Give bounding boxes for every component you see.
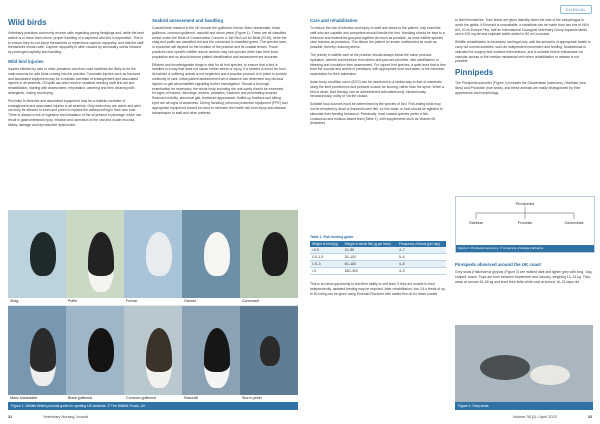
column-3-continued bbox=[310, 282, 446, 408]
heading-injuries: Wild bird injuries bbox=[8, 58, 44, 64]
table-1 bbox=[310, 235, 446, 275]
paragraph: The Pinnipedia suborder (Figure 2) includes the Odobenidae (walruses), Otariidae (sea lions) and Phocidae (true seals), and these animals are easily distinguished by their appearance and morphology. bbox=[455, 81, 586, 95]
manx-shearwater-image bbox=[30, 328, 56, 386]
table-cell: 180–300 bbox=[343, 268, 397, 275]
table-row bbox=[310, 261, 446, 268]
table-cell: 4–5 bbox=[397, 261, 446, 268]
table-cell: >3 bbox=[310, 268, 343, 275]
column-3 bbox=[310, 18, 446, 230]
paragraph: Grey seals (Halichoerus grypus) (Figure 3) are mottled dark and lighter grey with long, 'dog-shaped' noses. Pups are born between September and January, weighing 13–14 kg. They wean at around 40–50 kg and shed their fluffy white coat at around 16–21 days old. bbox=[455, 270, 593, 284]
bird-cell bbox=[182, 306, 240, 402]
table-row bbox=[310, 268, 446, 275]
footer-right bbox=[513, 415, 592, 419]
paragraph: Avian body condition score (BCS) can be monitored in a similar way to that of mammals, using the keel prominence and pectoral muscle for scoring, rather than the spine. When a bird is weak, fluid therapy can be administered subcutaneously, intravenously, intraosseously, orally or via the cloaca. bbox=[310, 79, 445, 99]
article-title: Wild birds bbox=[8, 18, 47, 27]
seal-image bbox=[480, 355, 530, 380]
taxonomy-branch: Phocidae bbox=[517, 221, 533, 225]
paragraph: The priority in wildlife care at the practice should always follow the same protocol: hydration, warmth and freedom from stress and pain are priorities, with stabilisation of bleeding and circulation then assessment. For injured bird species, a quiet area that is free from the sounds and smells of predators, with appropriate food and water, is the minimum expectation for their admission. bbox=[310, 52, 446, 77]
bird-label: Shag bbox=[8, 298, 66, 305]
section-badge: CLINICAL bbox=[560, 5, 592, 14]
page-number: 32 bbox=[8, 415, 13, 419]
figure-2-taxonomy bbox=[455, 196, 595, 253]
table-cell: <0.5 bbox=[310, 247, 343, 254]
figure-2-caption: Figure 2. Pinnipedia taxonomy. © University of Alaska Fairbanks bbox=[456, 245, 594, 252]
bird-cell bbox=[240, 210, 298, 305]
table-cell: 4–7 bbox=[397, 247, 446, 254]
bird-label: Manx shearwater bbox=[8, 395, 66, 402]
table-cell: 1.5–3 bbox=[310, 261, 343, 268]
paragraph: Wildlife rehabilitation is necessary and legal only until the animal is of appropriate health to carry out normal activities, such as independent movement and feeding. Anaesthesia is indicated for surgery and invasive interventions, and is suitable before euthanasia via vascular access or the median metatarsal vein when rehabilitation or release is not possible. bbox=[455, 40, 591, 64]
heading-seabird: Seabird assessment and handling bbox=[152, 18, 224, 23]
table-caption: Table 1. Fish feeding guide bbox=[310, 235, 354, 239]
bird-cell bbox=[66, 306, 124, 402]
bird-cell bbox=[182, 210, 240, 305]
intro-paragraph: Veterinary practices commonly receive calls regarding young fledglings and, while the best advice is to leave them alone, proper handling of a captured wild bird is imperative. This is to ensure they do not injure themselves or experience capture myopathy, and that the staff themselves remain safe. Capture myopathy is often caused by secondary stress induced by prolonged captivity and handling. bbox=[8, 31, 144, 55]
figure-3-seals-photo bbox=[455, 325, 593, 410]
taxonomy-root: Pinnipedia bbox=[515, 201, 535, 206]
heading-pinnipeds: Pinnipeds bbox=[455, 68, 494, 78]
taxonomy-branch: Otariidae bbox=[468, 221, 484, 225]
taxonomy-branch: Odobenidae bbox=[564, 221, 584, 225]
bird-label: Gannet bbox=[182, 298, 240, 305]
column-2 bbox=[152, 18, 288, 206]
table-header: Weight of whole fish (g per feed) bbox=[343, 241, 397, 247]
feeding-table bbox=[310, 241, 446, 275]
table-cell: 4–5 bbox=[397, 268, 446, 275]
storm-petrel-image bbox=[260, 336, 280, 366]
paragraph: To reduce the risk of infection and injury to staff and stress to the patient, only essential staff who are capable and competent should handle the bird. Handling should be kept to a minimum and treatments grouped together as much as possible, as most wildlife species view humans as predators. This allows the patient to remain undisturbed as much as possible, thereby reducing stress. bbox=[310, 26, 445, 50]
fulmar-image bbox=[146, 232, 172, 276]
bird-label: Common guillemot bbox=[124, 395, 182, 402]
puffin-image bbox=[88, 232, 114, 292]
paragraph: Efficient and knowledgeable triage is vital for all bird species, to ensure that a bird is handled in a way that does not cause further stress or injury. If a seabird is found far from its habitat, a suffering animal is not neglected and a practice protocol is in place to provide continuity of care. Initial patient assessment from a distance can determine any obvious injuries or gait abnormalities signalling further investigation. Should a thorough examination be necessary, the whole body including the oral cavity should be examined for signs of trauma, discharge, lesions, parasites, fractures and penetrating wounds. Reduced mobility, abnormal gait, feathered appearance, fluffed-up feathers and sitting eyes are all signs of weakness. During handling, personal protective equipment (PPE) and appropriate equipment should be used to minimise the health risk from injury and disease transmission to staff and other patients. bbox=[152, 62, 288, 115]
bird-label: Storm petrel bbox=[240, 395, 298, 402]
table-header: Frequency of feeds (per day) bbox=[397, 241, 446, 247]
table-cell: 10–85 bbox=[343, 247, 397, 254]
paragraph: Injuries inflicted by cats or other predators and from road incidents are likely to be the main reasons for wild birds coming into the practice. Traumatic injuries such as fractures and associated equipment may be a realistic correlate of entanglement and associated injuries in all seabirds. Oil spills can also result in seabirds needing swift first aid and rehabilitation, starting with assessment, rehydration, warming and then cleaning with detergents, rinsing and drying. bbox=[8, 66, 141, 95]
heading-grey-seals: Pinnipeds observed around the UK coast bbox=[455, 262, 541, 267]
bird-cell bbox=[124, 306, 182, 402]
bird-cell bbox=[240, 306, 298, 402]
issue-info: Volume 38 (2) • April 2023 bbox=[512, 415, 557, 419]
shag-image bbox=[30, 232, 56, 276]
page-number: 33 bbox=[587, 415, 592, 419]
footer-left bbox=[8, 415, 88, 419]
bird-label: Puffin bbox=[66, 298, 124, 305]
gannet-image bbox=[204, 232, 230, 276]
paragraph: to feed themselves. Tube feeds are given laterally down the side of the oesophagus to avoid the glottis. If Emeraid is unavailable, a substitute can be made from two tins of Hill's a/d, 10 ml Ensure Plus, half an International Zoological Veterinary Group Aquavits tablet, and a 200 mg ferrous sulphate tablet added to 50 ml Lucozade. bbox=[455, 18, 590, 37]
figure-3-caption: Figure 3. Grey seals bbox=[455, 402, 593, 410]
figure-1-bird-grid bbox=[8, 210, 298, 410]
cormorant-image bbox=[262, 232, 288, 276]
common-guillemot-image bbox=[146, 328, 172, 388]
column-1 bbox=[8, 18, 144, 131]
paragraph: Coastal birds resident in the UK include the guillemot, fulmar, Manx shearwater, black guillemot, common guillemot, razorbill and storm petrel (Figure 1). These are all classified amber under the Birds of Conservation Concern 4: the Red List for Birds (2015), while the shag and puffin are classified red and the cormorant is classified green. The species seen in a practice will depend on the location of the practice and its coastal terrain. Those practices near specific wildlife rescue centres may see species other than their local population and so should ensure patient identification and assessment are accurate. bbox=[152, 26, 287, 59]
journal-name: Veterinary Nursing Journal bbox=[43, 415, 89, 419]
razorbill-image bbox=[204, 328, 230, 388]
column-4 bbox=[455, 18, 593, 193]
paragraph: Suitable food sources must be determined by the species of bird. Fish-eating birds may not be tempted by dead or thawed frozen fish, so live water or food should be agitated to stimulate their feeding behaviour. Practically, most coastal species prefer a fish, crustacean and mollusc-based feed (Table 1), with supplements such as Vitamin B1 (thiamine). bbox=[310, 102, 443, 126]
bird-cell bbox=[8, 210, 66, 305]
table-header: Weight of bird (kg) bbox=[310, 241, 343, 247]
figure-1-caption: Figure 1. Wildlife British pictorial guide for spotting UK seabirds. © The Wildlife Trusts, UK bbox=[8, 402, 298, 410]
bird-cell bbox=[66, 210, 124, 305]
table-cell: 0.5–1.5 bbox=[310, 254, 343, 261]
column-4-continued bbox=[455, 262, 593, 322]
table-cell: 60–180 bbox=[343, 261, 397, 268]
paragraph: This is an ideal opportunity to test their ability to self-feed. If they are unable to feed independently, assisted feeding may be required. After rehabilitation, four 24-h feeds of up to 50 ml/kg can be given using Emeraid Piscivore with added fish oil for those unable bbox=[310, 282, 445, 296]
paragraph: Proximity to fisheries and associated equipment may be a realistic correlate of entanglement and associated injuries in all seabirds. Only when they are active and alert can they be allowed to swim and preen to replace the waterproofing in their own coat. There is always a risk of ingestion and inhalation of the oil present in plumage, which can result in gastrointestinal injury, irritation and ulceration of the oral and ocular mucosa, kidney damage and reproductive dysfunction. bbox=[8, 98, 142, 127]
bird-label: Cormorant bbox=[240, 298, 298, 305]
table-cell: 5–6 bbox=[397, 254, 446, 261]
table-row bbox=[310, 254, 446, 261]
table-cell: 25–100 bbox=[343, 254, 397, 261]
bird-label: Razorbill bbox=[182, 395, 240, 402]
bird-label: Black guillemot bbox=[66, 395, 124, 402]
seal-image bbox=[530, 365, 570, 385]
bird-cell bbox=[124, 210, 182, 305]
bird-cell bbox=[8, 306, 66, 402]
black-guillemot-image bbox=[88, 328, 114, 372]
bird-label: Fulmar bbox=[124, 298, 182, 305]
heading-care: Care and rehabilitation bbox=[310, 18, 358, 23]
taxonomy-diagram bbox=[456, 197, 594, 245]
